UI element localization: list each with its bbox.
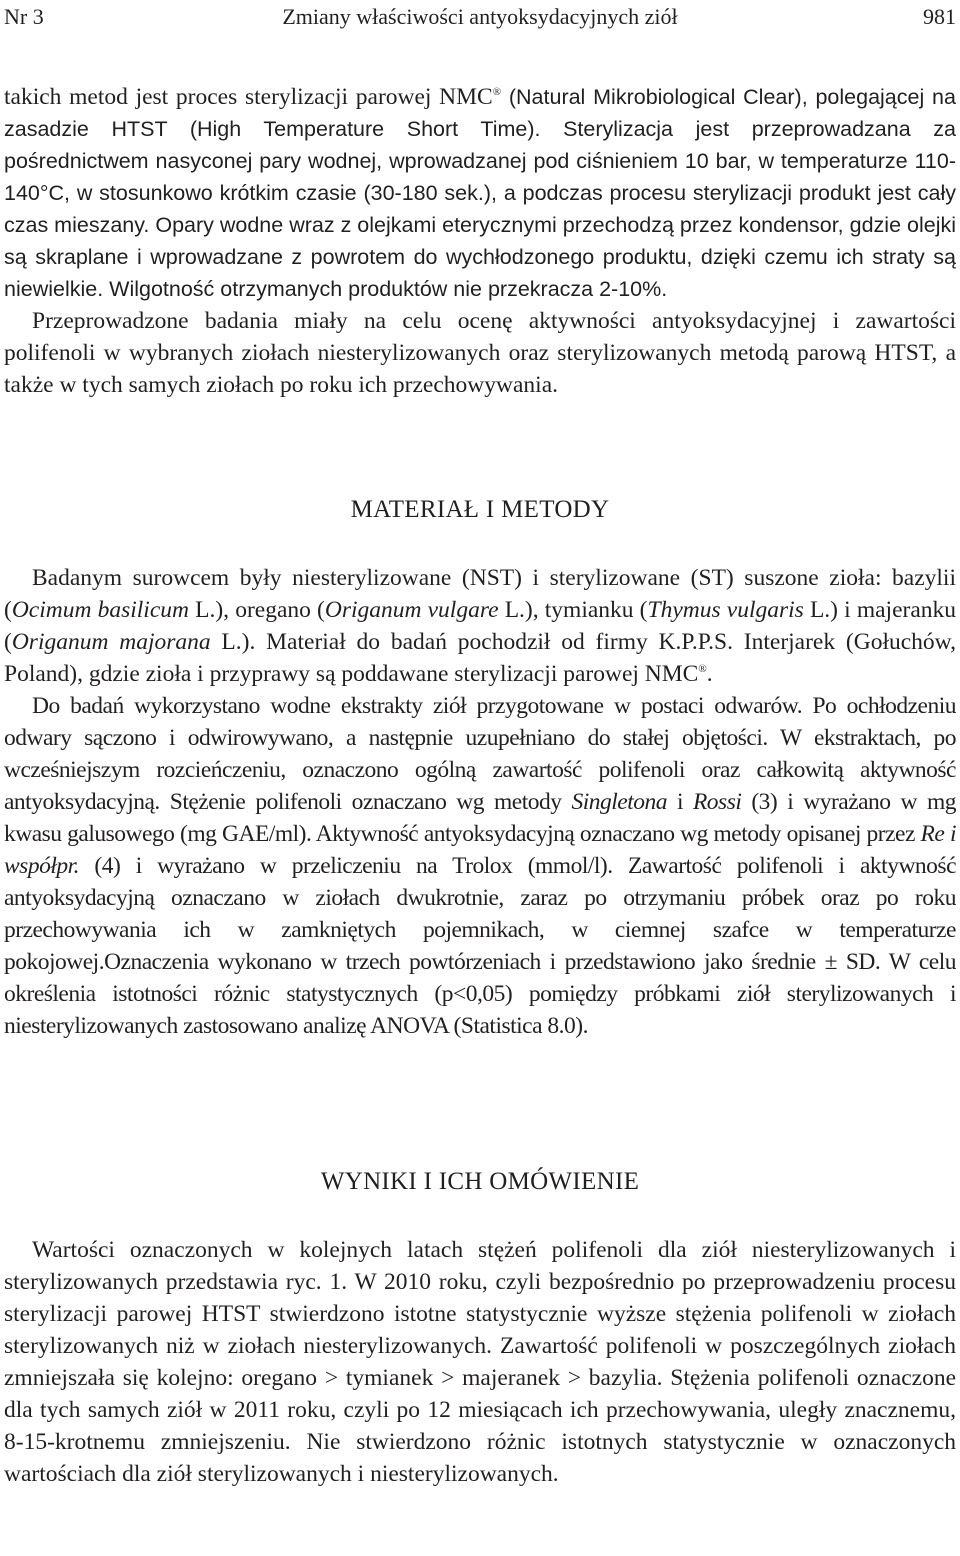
methods-section [4,562,956,1042]
methods-p2-t2: i [666,789,693,815]
intro-section [4,81,956,401]
results-heading: WYNIKI I ICH OMÓWIENIE [320,1168,640,1195]
running-header [4,4,956,32]
intro-p2-text: Przeprowadzone badania miały na celu ocenę aktywności antyoksydacyjnej i zawartości polifenoli w wybranych ziołach niesterylizowanych oraz sterylizowanych metodą parową HTST, a także w tych samych ziołach po roku ich przechowywania. [4,308,956,398]
results-section [4,1234,956,1490]
methods-p2-t1: Do badań wykorzystano wodne ekstrakty ziół przygotowane w postaci odwarów. Po ochłodzeniu odwary sączono i odwirowywano, a następnie uzupełniano do stałej objętości. W ekstraktach, po wcześniejszym rozcieńczeniu, oznaczono ogólną zawartość polifenoli oraz całkowitą aktywność antyoksydacyjną. Stężenie polifenoli oznaczano wg metody [4,693,956,815]
species-marjoram: Origanum majorana [11,629,211,655]
page-number: 981 [923,4,956,29]
methods-p2-t3: (3) i wyrażano w mg kwasu galusowego (mg GAE/ml). Aktywność antyoksydacyjną oznaczano wg metody opisanej przez [4,789,956,847]
methods-p1-t6: . [706,661,713,687]
intro-p1-text-a: takich metod jest proces sterylizacji parowej NMC [4,84,493,110]
issue-number: Nr 3 [4,4,44,29]
results-p1-text: Wartości oznaczonych w kolejnych latach stężeń polifenoli dla ziół niesterylizowanych i sterylizowanych przedstawia ryc. 1. W 2010 roku, czyli bezpośrednio po przeprowadzeniu procesu sterylizacji parowej HTST stwierdzono istotne statystycznie wyższe stężenia polifenoli w ziołach sterylizowanych niż w ziołach niesterylizowanych. Zawartość polifenoli w poszczególnych ziołach zmniejszała się kolejno: oregano > tymianek > majeranek > bazylia. Stężenia polifenoli oznaczone dla tych samych ziół w 2011 roku, czyli po 12 miesiącach ich przechowywania, uległy znacznemu, 8-15-krotnemu zmniejszeniu. Nie stwierdzono różnic istotnych statystycznie w oznaczonych wartościach dla ziół sterylizowanych i niesterylizowanych. [4,1237,956,1487]
results-paragraph-1 [4,1234,956,1490]
running-title: Zmiany właściwości antyoksydacyjnych ziół [282,4,678,29]
author-rossi: Rossi [692,789,742,815]
methods-p1-t4: L.) i majeranku ( [4,597,957,655]
species-oregano: Origanum vulgare [324,597,499,623]
methods-paragraph-1 [4,562,956,690]
methods-heading: MATERIAŁ I METODY [350,496,610,523]
author-re: Re i współpr. [4,821,956,879]
methods-p1-t2: L.), oregano ( [188,597,325,623]
registered-mark: ® [492,86,502,99]
species-basil: Ocimum basilicum [11,597,189,623]
intro-paragraph-2 [4,305,956,401]
intro-paragraph-1 [4,81,956,305]
registered-mark: ® [698,663,707,676]
methods-p1-t5: L.). Materiał do badań pochodził od firmy K.P.P.S. Interjarek (Gołuchów, Poland), gdzie zioła i przyprawy są poddawane sterylizacji parowej NMC [4,629,956,687]
methods-p2-t4: (4) i wyrażano w przeliczeniu na Trolox (mmol/l). Zawartość polifenoli i aktywność antyoksydacyjną oznaczano w ziołach dwukrotnie, zaraz po otrzymaniu próbek oraz po roku przechowywania ich w zamkniętych pojemnikach, w ciemnej szafce w temperaturze pokojowej.Oznaczenia wykonano w trzech powtórzeniach i przedstawiono jako średnie ± SD. W celu określenia istotności różnic statystycznych (p<0,05) pomiędzy próbkami ziół sterylizowanych i niesterylizowanych zastosowano analizę ANOVA (Statistica 8.0). [4,853,956,1039]
intro-p1-text-b: (Natural Mikrobiological Clear), polegającej na zasadzie HTST (High Temperature Short Time). Sterylizacja jest przeprowadzana za pośrednictwem nasyconej pary wodnej, wprowadzanej pod ciśnieniem 10 bar, w temperaturze 110-140°C, w stosunkowo krótkim czasie (30-180 sek.), a podczas procesu sterylizacji produkt jest cały czas mieszany. Opary wodne wraz z olejkami eterycznymi przechodzą przez kondensor, gdzie olejki są skraplane i wprowadzane z powrotem do wychłodzonego produktu, dzięki czemu ich straty są niewielkie. Wilgotność otrzymanych produktów nie przekracza 2-10%. [4,85,956,301]
methods-p1-t3: L.), tymianku ( [498,597,648,623]
species-thyme: Thymus vulgaris [647,597,804,623]
author-singleton: Singletona [571,789,667,815]
methods-p1-t1: Badanym surowcem były niesterylizowane (NST) i sterylizowane (ST) suszone zioła: bazylii ( [4,565,956,623]
methods-paragraph-2 [4,690,956,1042]
